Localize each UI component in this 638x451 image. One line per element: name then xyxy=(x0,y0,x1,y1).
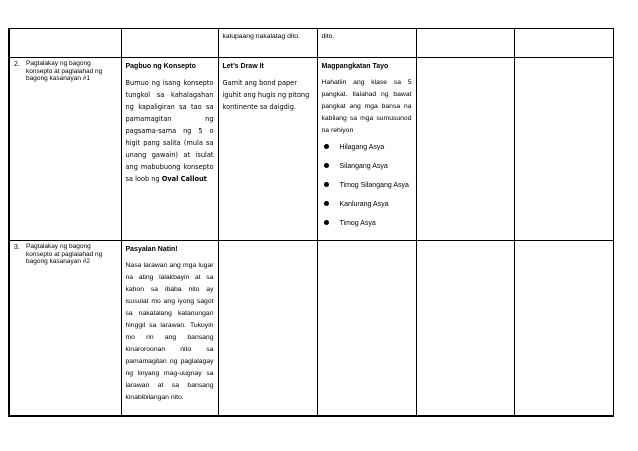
cell-col5 xyxy=(416,241,514,417)
activity-title: Let’s Draw It xyxy=(222,63,264,70)
bullet-icon xyxy=(324,201,329,206)
cell-col3 xyxy=(218,29,317,58)
cell-col4 xyxy=(317,241,416,417)
table-row-continuation xyxy=(9,29,613,58)
bullet-icon xyxy=(324,144,329,149)
table-row-item-2 xyxy=(9,58,613,241)
item-label: Pagtalakay ng bagong konsepto at paglalahad ng bagong kasanayan #1 xyxy=(26,60,103,82)
cell-col3 xyxy=(218,58,317,241)
bullet-icon xyxy=(324,182,329,187)
activity-body: Hahatiin ang klase sa 5 pangkat. Ilalahad ng bawat pangkat ang mga bansa na kabilang sa mga sumusunod na rehiyon xyxy=(321,79,412,134)
cell-col4 xyxy=(317,29,416,58)
list-item-text: Kanlurang Asya xyxy=(339,201,389,208)
cell-col6 xyxy=(514,241,613,417)
list-item-text: Timog Asya xyxy=(339,220,376,227)
list-item xyxy=(322,143,412,162)
cell-col5 xyxy=(416,29,514,58)
cell-col5 xyxy=(416,58,514,241)
list-item-text: Hilagang Asya xyxy=(339,144,385,151)
list-item-text: Timog Silangang Asya xyxy=(339,182,409,189)
item-label: Pagtalakay ng bagong konsepto at paglalahad ng bagong kasanayan #2 xyxy=(26,243,103,265)
region-list xyxy=(322,143,412,238)
item-number: 3. xyxy=(14,244,20,251)
cell-col3 xyxy=(218,241,317,417)
cell-col6 xyxy=(514,58,613,241)
activity-body-text: Bumuo ng isang konsepto tungkol sa kahalagahan ng kapaligiran sa tao sa pamamagitan ng pagsama-sama ng 5 o higit pang salita (mula sa unang gawain) at isulat ang mabubuong konsepto sa loob ng xyxy=(125,79,214,183)
cell-col4 xyxy=(317,58,416,241)
table-row-item-3 xyxy=(9,241,613,417)
activity-body: Nasa larawan ang mga lugar na ating lalakbayin at sa kahon sa ibaba nito ay isusulat mo ang iyong sagot sa nakatalang katanungan hinggil sa larawan. Tukuyin mo rin ang bansang kinaroroonan nito sa pamamagitan ng paglalagay ng linyang mag-uugnay sa larawan at sa bansang kinabibilangan nito. xyxy=(125,262,214,401)
bullet-icon xyxy=(324,220,329,225)
cell-col6 xyxy=(514,29,613,58)
list-item xyxy=(322,162,412,181)
activity-body xyxy=(126,77,214,185)
activity-body-bold: Oval Callout xyxy=(161,175,207,183)
list-item xyxy=(322,219,412,238)
cell-col2 xyxy=(121,29,218,58)
activity-title: Magpangkatan Tayo xyxy=(321,63,389,70)
continuation-text: dito. xyxy=(321,33,335,40)
cell-label xyxy=(9,58,121,241)
cell-label xyxy=(9,241,121,417)
cell-label xyxy=(9,29,121,58)
lesson-plan-table xyxy=(8,28,614,417)
activity-title: Pagbuo ng Konsepto xyxy=(125,63,196,70)
activity-title: Pasyalan Natin! xyxy=(125,246,178,253)
continuation-text: kalupaang nakalatag dito. xyxy=(222,33,300,40)
list-item xyxy=(322,181,412,200)
cell-col2 xyxy=(121,58,218,241)
activity-body: Gamit ang bond paper iguhit ang hugis ng pitong kontinente sa daigdig. xyxy=(222,79,310,111)
cell-col2 xyxy=(121,241,218,417)
list-item-text: Silangang Asya xyxy=(339,163,388,170)
bullet-icon xyxy=(324,163,329,168)
list-item xyxy=(322,200,412,219)
item-number: 2. xyxy=(14,61,20,68)
